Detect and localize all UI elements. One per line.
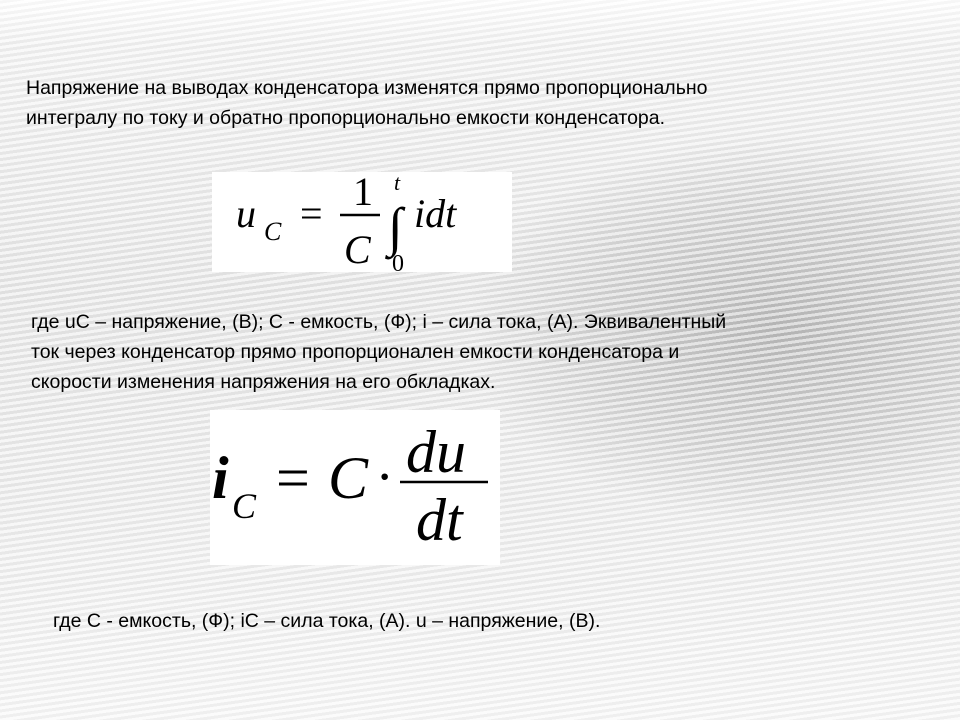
voltage-subscript: C	[264, 217, 282, 246]
intro-line: интегралу по току и обратно пропорционально емкости конденсатора.	[26, 107, 666, 129]
integrand: idt	[414, 191, 457, 236]
fraction-denominator: C	[344, 227, 371, 272]
explanation-line: ток через конденсатор прямо пропорционален емкости конденсатора и	[31, 341, 680, 363]
equals-sign: =	[300, 191, 323, 236]
explanation-paragraph	[31, 307, 931, 397]
fraction-numerator: 1	[353, 172, 373, 214]
integral-lower-limit: 0	[392, 251, 404, 272]
capacitance-factor: C	[328, 445, 369, 511]
explanation-line: скорости изменения напряжения на его обкладках.	[31, 371, 496, 393]
integral-sign: ∫	[388, 197, 403, 257]
integral-upper-limit: t	[394, 172, 401, 195]
voltage-formula	[212, 172, 512, 272]
current-formula	[210, 410, 500, 565]
intro-paragraph	[26, 73, 906, 133]
voltage-formula-graphic	[212, 172, 512, 272]
explanation-line: где uC – напряжение, (В); С - емкость, (Ф); i – сила тока, (А). Эквивалентный	[31, 311, 727, 333]
legend-paragraph	[53, 606, 933, 636]
legend-line: где С - емкость, (Ф); iC – сила тока, (А). u – напряжение, (В).	[53, 610, 601, 632]
equals-sign: =	[276, 445, 310, 511]
multiplication-dot: ·	[378, 454, 392, 499]
voltage-symbol: u	[236, 191, 256, 236]
current-symbol: i	[212, 445, 229, 511]
current-subscript: C	[232, 486, 257, 526]
intro-line: Напряжение на выводах конденсатора изменятся прямо пропорционально	[26, 77, 708, 99]
derivative-denominator: dt	[416, 487, 463, 553]
current-formula-graphic	[210, 410, 500, 565]
derivative-numerator: du	[406, 419, 466, 485]
